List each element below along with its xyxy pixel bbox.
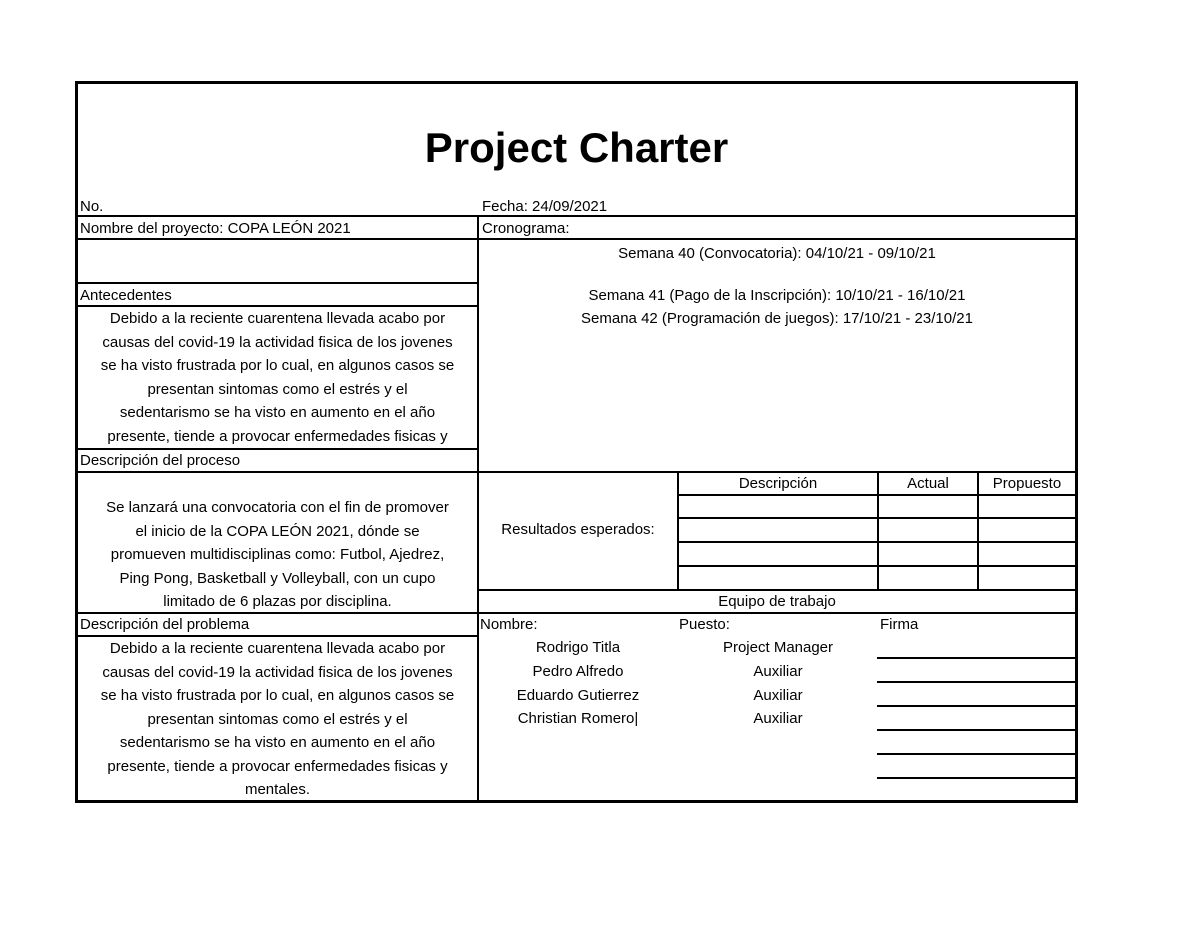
col-propuesto: Propuesto (992, 475, 1062, 492)
table-row-line (677, 494, 1075, 496)
col-actual: Actual (907, 475, 949, 492)
col-descripcion: Descripción (738, 475, 818, 492)
equipo-label: Equipo de trabajo (718, 593, 836, 610)
member-role: Project Manager (722, 639, 834, 656)
no-label: No. (80, 198, 104, 215)
antecedentes-label: Antecedentes (80, 287, 172, 304)
cronograma-item: Semana 41 (Pago de la Inscripción): 10/10/21 - 16/10/21 (588, 287, 966, 304)
proceso-label: Descripción del proceso (80, 452, 241, 469)
puesto-label: Puesto: (679, 616, 730, 633)
signature-line (877, 681, 1075, 683)
member-name: Christian Romero| (517, 710, 639, 727)
divider (477, 589, 1075, 591)
divider (78, 612, 1075, 614)
divider (78, 471, 1075, 473)
signature-line (877, 657, 1075, 659)
table-row-line (677, 541, 1075, 543)
cronograma-label: Cronograma: (482, 220, 570, 237)
table-row-line (677, 517, 1075, 519)
signature-line (877, 705, 1075, 707)
problema-text: Debido a la reciente cuarentena llevada acabo por causas del covid-19 la actividad fisica de los jovenes se ha visto frustrada por lo cual, en algunos casos se presentan sintomas como el estrés y el sedentarismo se ha visto en aumento en el año presente, tiende a provocar enfermedades fisicas y mentales. (100, 640, 455, 798)
problema-label: Descripción del problema (80, 616, 250, 633)
project-charter-sheet (75, 81, 1078, 803)
resultados-label: Resultados esperados: (501, 521, 655, 538)
page-title: Project Charter (424, 124, 729, 171)
member-role: Auxiliar (753, 687, 803, 704)
table-row-line (677, 565, 1075, 567)
member-name: Pedro Alfredo (532, 663, 624, 680)
member-name: Eduardo Gutierrez (516, 687, 640, 704)
fecha-label: Fecha: 24/09/2021 (482, 198, 608, 215)
nombre-label: Nombre: (480, 616, 538, 633)
firma-label: Firma (880, 616, 919, 633)
member-name: Rodrigo Titla (535, 639, 621, 656)
cronograma-item: Semana 40 (Convocatoria): 04/10/21 - 09/10/21 (618, 245, 936, 262)
signature-line (877, 753, 1075, 755)
member-role: Auxiliar (753, 710, 803, 727)
cronograma-item: Semana 42 (Programación de juegos): 17/10/21 - 23/10/21 (581, 310, 973, 327)
signature-line (877, 729, 1075, 731)
project-name-label: Nombre del proyecto: COPA LEÓN 2021 (80, 220, 351, 237)
divider (78, 238, 1075, 240)
signature-line (877, 777, 1075, 779)
proceso-text: Se lanzará una convocatoria con el fin de promover el inicio de la COPA LEÓN 2021, dónde se promueven multidisciplinas como: Futbol, Ajedrez, Ping Pong, Basketball y Volleyball, con un cupo limitado de 6 plazas por disciplina. (106, 499, 449, 610)
antecedentes-text: Debido a la reciente cuarentena llevada acabo por causas del covid-19 la actividad fisica de los jovenes se ha visto frustrada por lo cual, en algunos casos se presentan sintomas como el estrés y el sedentarismo se ha visto en aumento en el año presente, tiende a provocar enfermedades fisicas y (100, 310, 455, 445)
member-role: Auxiliar (753, 663, 803, 680)
divider (78, 448, 477, 450)
divider (78, 282, 477, 284)
divider (78, 215, 1075, 217)
